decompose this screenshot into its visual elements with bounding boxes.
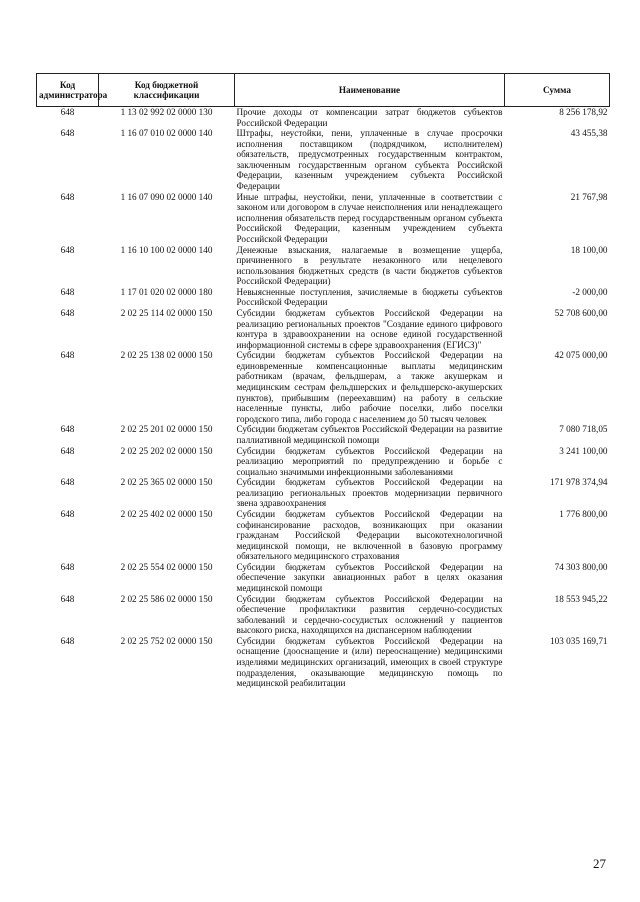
table-row: [37, 350, 610, 424]
name-cell: Субсидии бюджетам субъектов Российской Федерации на реализацию региональных проектов "Создание единого цифрового контура в здравоохранении на основе единой государственной информационной системы в сфере здравоохранения (ЕГИСЗ)": [236, 307, 503, 350]
table-row: [37, 287, 610, 308]
admin-cell: 648: [60, 593, 75, 604]
header-sum: Сумма: [505, 74, 610, 107]
code-cell: 2 02 25 138 02 0000 150: [120, 350, 213, 361]
table-header-row: [37, 74, 610, 107]
table-row: [37, 308, 610, 350]
admin-cell: 648: [60, 424, 75, 435]
sum-cell: 171 978 374,94: [550, 477, 608, 488]
sum-cell: 3 241 100,00: [559, 445, 608, 456]
table-row: [37, 594, 610, 636]
table-row: [37, 477, 610, 509]
code-cell: 1 17 01 020 02 0000 180: [120, 286, 213, 297]
header-name: Наименование: [235, 74, 505, 107]
code-cell: 2 02 25 402 02 0000 150: [120, 508, 213, 519]
sum-cell: 21 767,98: [570, 191, 608, 202]
name-cell: Денежные взыскания, налагаемые в возмещение ущерба, причиненного в результате незаконного или нецелевого использования бюджетных средств (в части бюджетов субъектов Российской Федерации): [236, 244, 503, 287]
name-cell: Субсидии бюджетам субъектов Российской Федерации на реализацию мероприятий по предупреждению и борьбе с социально значимыми инфекционными заболеваниями: [236, 445, 503, 477]
admin-cell: 648: [60, 307, 75, 318]
admin-cell: 648: [60, 191, 75, 202]
name-cell: Прочие доходы от компенсации затрат бюджетов субъектов Российской Федерации: [236, 107, 503, 128]
name-cell: Иные штрафы, неустойки, пени, уплаченные в соответствии с законом или договором в случае неисполнения или ненадлежащего исполнения обязательств перед государственным органом субъекта Российской Федерации, казенным учреждением субъекта Российской Федерации: [236, 191, 503, 244]
sum-cell: 8 256 178,92: [559, 107, 608, 117]
sum-cell: 1 776 800,00: [559, 508, 608, 519]
table-row: [37, 192, 610, 245]
code-cell: 2 02 25 202 02 0000 150: [120, 445, 213, 456]
sum-cell: 43 455,38: [570, 128, 608, 139]
sum-cell: 74 303 800,00: [554, 561, 608, 572]
name-cell: Субсидии бюджетам субъектов Российской Федерации на реализацию региональных проектов модернизации первичного звена здравоохранения: [236, 477, 503, 509]
sum-cell: 52 708 600,00: [554, 307, 608, 318]
name-cell: Субсидии бюджетам субъектов Российской Федерации на обеспечение закупки авиационных работ в целях оказания медицинской помощи: [236, 561, 503, 594]
code-cell: 1 16 07 090 02 0000 140: [120, 191, 213, 202]
admin-cell: 648: [60, 635, 75, 646]
admin-cell: 648: [60, 244, 75, 255]
code-cell: 1 16 10 100 02 0000 140: [120, 244, 213, 255]
code-cell: 2 02 25 752 02 0000 150: [120, 635, 213, 646]
code-cell: 2 02 25 114 02 0000 150: [120, 307, 213, 318]
table-row: [37, 107, 610, 129]
table-row: [37, 446, 610, 478]
sum-cell: 18 553 945,22: [554, 593, 608, 604]
admin-cell: 648: [60, 445, 75, 456]
code-cell: 2 02 25 365 02 0000 150: [120, 477, 213, 488]
page-number: 27: [593, 856, 606, 871]
name-cell: Субсидии бюджетам субъектов Российской Федерации на единовременные компенсационные выплаты медицинским работникам (врачам, фельдшерам, а также акушеркам и медицинским сестрам фельдшерских и фельдшерско-акушерских пунктов), прибывшим (переехавшим) на работу в сельские населенные пункты, либо рабочие поселки, либо поселки городского типа, либо города с населением до 50 тысяч человек: [236, 350, 503, 424]
name-cell: Субсидии бюджетам субъектов Российской Федерации на обеспечение профилактики развития сердечно-сосудистых заболеваний и сердечно-сосудистых осложнений у пациентов высокого риска, находящихся на диспансерном наблюдении: [236, 593, 503, 636]
name-cell: Штрафы, неустойки, пени, уплаченные в случае просрочки исполнения поставщиком (подрядчиком, исполнителем) обязательств, предусмотренных государственным контрактом, заключенным государственным органом субъекта Российской Федерации, казенным учреждением субъекта Российской Федерации: [236, 128, 503, 192]
code-cell: 2 02 25 201 02 0000 150: [120, 424, 213, 435]
admin-cell: 648: [60, 508, 75, 519]
table-row: [37, 636, 610, 689]
sum-cell: 7 080 718,05: [559, 424, 608, 435]
admin-cell: 648: [60, 477, 75, 488]
code-cell: 2 02 25 554 02 0000 150: [120, 561, 213, 572]
sum-cell: 18 100,00: [570, 244, 608, 255]
admin-cell: 648: [60, 128, 75, 139]
admin-cell: 648: [60, 286, 75, 297]
name-cell: Невыясненные поступления, зачисляемые в бюджеты субъектов Российской Федерации: [236, 286, 503, 308]
revenue-table: [36, 73, 610, 689]
table-row: [37, 509, 610, 562]
code-cell: 1 13 02 992 02 0000 130: [120, 107, 213, 117]
name-cell: Субсидии бюджетам субъектов Российской Федерации на софинансирование расходов, возникающих при оказании гражданам Российской Федерации высокотехнологичной медицинской помощи, не включенной в базовую программу обязательного медицинского страхования: [236, 508, 503, 562]
table-row: [37, 424, 610, 445]
admin-cell: 648: [60, 561, 75, 572]
header-code: Код бюджетной классификации: [99, 74, 235, 107]
admin-cell: 648: [60, 350, 75, 361]
sum-cell: 42 075 000,00: [554, 350, 608, 361]
code-cell: 1 16 07 010 02 0000 140: [120, 128, 213, 139]
code-cell: 2 02 25 586 02 0000 150: [120, 593, 213, 604]
table-row: [37, 128, 610, 191]
admin-cell: 648: [60, 107, 75, 117]
name-cell: Субсидии бюджетам субъектов Российской Федерации на оснащение (дооснащение и (или) переоснащение) медицинскими изделиями медицинских организаций, имеющих в своей структуре подразделения, оказывающие медицинскую помощь по медицинской реабилитации: [236, 635, 503, 689]
table-row: [37, 562, 610, 594]
header-admin: Код администратора: [37, 74, 99, 107]
name-cell: Субсидии бюджетам субъектов Российской Федерации на развитие паллиативной медицинской помощи: [236, 424, 503, 445]
sum-cell: 103 035 169,71: [550, 635, 608, 646]
table-row: [37, 245, 610, 287]
sum-cell: -2 000,00: [572, 286, 608, 297]
